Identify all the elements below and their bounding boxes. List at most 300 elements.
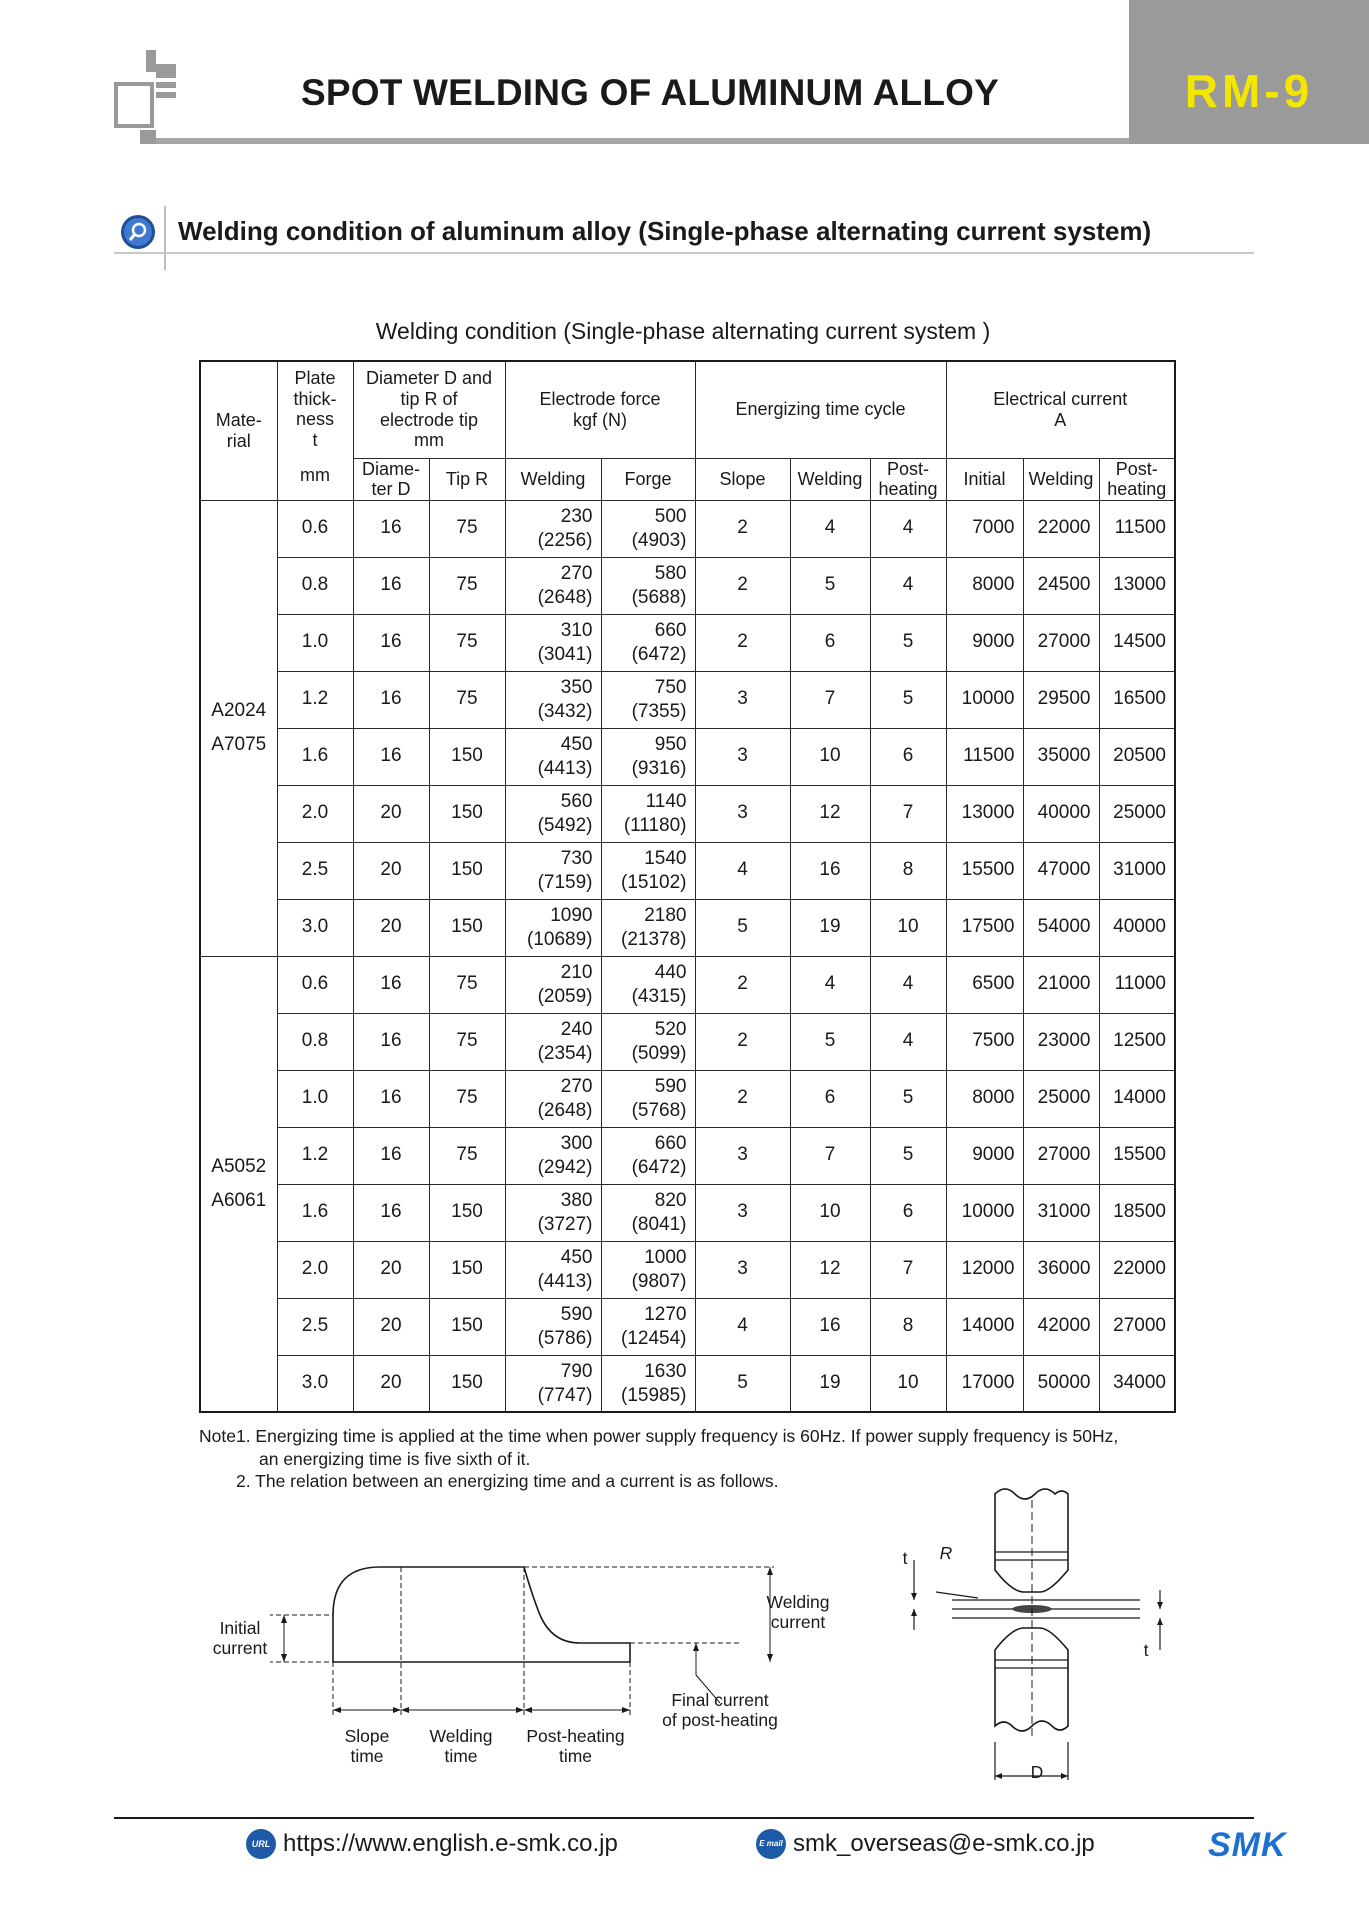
note-1-continued: an energizing time is five sixth of it.: [259, 1449, 531, 1469]
time-welding-cell: 19: [790, 1355, 870, 1412]
header-rule: [145, 138, 1129, 144]
force-forge-cell-newton: (15102): [621, 871, 687, 893]
email-badge-icon: E mail: [756, 1829, 786, 1859]
force-welding-cell-kgf: 300: [560, 1133, 593, 1155]
thickness-cell: 0.8: [277, 557, 353, 614]
time-welding-cell: 7: [790, 671, 870, 728]
force-forge-cell-newton: (6472): [631, 643, 687, 665]
thickness-cell: 1.6: [277, 1184, 353, 1241]
tip-r-cell: 150: [429, 1355, 505, 1412]
col-header-force-forge: Forge: [601, 458, 695, 500]
tip-r-cell: 150: [429, 1184, 505, 1241]
force-welding-cell: [505, 500, 601, 557]
current-initial-cell: 14000: [946, 1298, 1023, 1355]
label-electrode-d: D: [1030, 1762, 1044, 1782]
force-forge-cell-kgf: 590: [654, 1076, 687, 1098]
force-forge-cell: [601, 557, 695, 614]
diameter-cell: 16: [353, 614, 429, 671]
force-welding-cell-kgf: 1090: [550, 905, 593, 927]
thickness-cell: 3.0: [277, 899, 353, 956]
force-welding-cell-kgf: 560: [560, 791, 593, 813]
current-initial-cell: 8000: [946, 557, 1023, 614]
post-heating-cell: 6: [870, 728, 946, 785]
col-header-force-welding: Welding: [505, 458, 601, 500]
label-welding-time: Welding time: [429, 1726, 493, 1767]
table-row: [200, 1013, 1175, 1070]
force-forge-cell: [601, 500, 695, 557]
force-welding-cell: [505, 1241, 601, 1298]
current-post-cell: 34000: [1099, 1355, 1175, 1412]
force-welding-cell: [505, 1298, 601, 1355]
current-initial-cell: 10000: [946, 1184, 1023, 1241]
current-post-cell: 31000: [1099, 842, 1175, 899]
table-row: [200, 1355, 1175, 1412]
force-welding-cell-kgf: 270: [560, 563, 593, 585]
force-forge-cell: [601, 1070, 695, 1127]
header-diameter-group-label: Diameter D and tip R of electrode tip mm: [365, 368, 493, 451]
force-forge-cell-newton: (5688): [631, 586, 687, 608]
current-welding-cell: 27000: [1023, 614, 1099, 671]
force-welding-cell-newton: (3041): [537, 643, 593, 665]
page-title: SPOT WELDING OF ALUMINUM ALLOY: [301, 72, 999, 113]
current-welding-cell: 40000: [1023, 785, 1099, 842]
time-welding-cell: 12: [790, 785, 870, 842]
force-forge-cell: [601, 785, 695, 842]
force-forge-cell-kgf: 1270: [644, 1304, 687, 1326]
col-header-current-welding: Welding: [1023, 458, 1099, 500]
table-row: [200, 1241, 1175, 1298]
col-header-force-group: [505, 361, 695, 458]
table-row: [200, 500, 1175, 557]
label-slope-time: Slope time: [344, 1726, 390, 1767]
current-initial-cell: 9000: [946, 614, 1023, 671]
force-forge-cell: [601, 1184, 695, 1241]
current-post-cell: 15500: [1099, 1127, 1175, 1184]
diameter-cell: 20: [353, 785, 429, 842]
current-initial-cell: 7500: [946, 1013, 1023, 1070]
force-welding-cell-kgf: 230: [560, 506, 593, 528]
current-welding-cell: 35000: [1023, 728, 1099, 785]
force-forge-cell: [601, 728, 695, 785]
table-row: [200, 1070, 1175, 1127]
tip-r-cell: 150: [429, 1241, 505, 1298]
force-welding-cell-newton: (7159): [537, 871, 593, 893]
force-forge-cell: [601, 1127, 695, 1184]
col-header-diameter: Diame- ter D: [353, 458, 429, 500]
time-welding-cell: 12: [790, 1241, 870, 1298]
current-post-cell: 13000: [1099, 557, 1175, 614]
slope-cell: 2: [695, 956, 790, 1013]
force-forge-cell: [601, 1355, 695, 1412]
slope-cell: 2: [695, 557, 790, 614]
post-heating-cell: 8: [870, 842, 946, 899]
force-welding-cell-newton: (7747): [537, 1384, 593, 1406]
force-welding-cell-newton: (2059): [537, 985, 593, 1007]
tip-r-cell: 150: [429, 785, 505, 842]
current-post-cell: 11000: [1099, 956, 1175, 1013]
force-welding-cell-newton: (2942): [537, 1156, 593, 1178]
slope-cell: 4: [695, 842, 790, 899]
diameter-cell: 16: [353, 500, 429, 557]
force-forge-cell-kgf: 1630: [644, 1360, 687, 1382]
url-badge-icon: URL: [246, 1829, 276, 1859]
force-welding-cell-newton: (5786): [537, 1327, 593, 1349]
current-welding-cell: 22000: [1023, 500, 1099, 557]
table-row: [200, 956, 1175, 1013]
force-forge-cell-newton: (5099): [631, 1042, 687, 1064]
force-forge-cell-kgf: 660: [654, 1133, 687, 1155]
table-row: [200, 842, 1175, 899]
force-welding-cell: [505, 1070, 601, 1127]
col-header-initial: Initial: [946, 458, 1023, 500]
force-forge-cell: [601, 1298, 695, 1355]
force-welding-cell-kgf: 380: [560, 1190, 593, 1212]
force-forge-cell: [601, 956, 695, 1013]
col-header-tip-r: Tip R: [429, 458, 505, 500]
force-forge-cell-kgf: 500: [654, 506, 687, 528]
note-2: 2. The relation between an energizing time and a current is as follows.: [236, 1471, 779, 1491]
current-post-cell: 27000: [1099, 1298, 1175, 1355]
thickness-cell: 2.5: [277, 842, 353, 899]
current-initial-cell: 13000: [946, 785, 1023, 842]
force-forge-cell-newton: (11180): [623, 814, 687, 836]
diameter-cell: 20: [353, 1355, 429, 1412]
force-forge-cell-newton: (21378): [621, 928, 687, 950]
table-row: [200, 1127, 1175, 1184]
slope-cell: 3: [695, 728, 790, 785]
section-divider: [164, 206, 166, 270]
current-initial-cell: 12000: [946, 1241, 1023, 1298]
time-welding-cell: 7: [790, 1127, 870, 1184]
force-forge-cell: [601, 1013, 695, 1070]
label-post-heating-time: Post-heating time: [526, 1726, 625, 1767]
force-forge-cell-kgf: 580: [654, 563, 687, 585]
post-heating-cell: 4: [870, 1013, 946, 1070]
magnifier-icon: [120, 214, 156, 250]
table-row: [200, 785, 1175, 842]
current-post-cell: 22000: [1099, 1241, 1175, 1298]
post-heating-cell: 5: [870, 671, 946, 728]
diameter-cell: 16: [353, 1013, 429, 1070]
force-welding-cell-newton: (2354): [537, 1042, 593, 1064]
post-heating-cell: 7: [870, 785, 946, 842]
diameter-cell: 16: [353, 557, 429, 614]
thickness-cell: 0.6: [277, 956, 353, 1013]
tip-r-cell: 75: [429, 671, 505, 728]
force-welding-cell: [505, 1127, 601, 1184]
tip-r-cell: 75: [429, 500, 505, 557]
current-post-cell: 14500: [1099, 614, 1175, 671]
section-rule: [114, 252, 1254, 254]
label-final-current: Final current of post-heating: [662, 1690, 778, 1731]
force-welding-cell: [505, 557, 601, 614]
time-welding-cell: 5: [790, 557, 870, 614]
current-welding-cell: 24500: [1023, 557, 1099, 614]
force-forge-cell-newton: (7355): [631, 700, 687, 722]
thickness-cell: 2.5: [277, 1298, 353, 1355]
table-row: [200, 671, 1175, 728]
col-header-current-group: [946, 361, 1175, 458]
current-initial-cell: 11500: [946, 728, 1023, 785]
tip-r-cell: 150: [429, 842, 505, 899]
label-initial-current: Initial current: [212, 1618, 268, 1659]
col-header-time-welding: Welding: [790, 458, 870, 500]
force-forge-cell-newton: (9316): [631, 757, 687, 779]
force-welding-cell-kgf: 730: [560, 848, 593, 870]
post-heating-cell: 5: [870, 1127, 946, 1184]
diameter-cell: 16: [353, 671, 429, 728]
current-initial-cell: 17500: [946, 899, 1023, 956]
welding-condition-table: [199, 360, 1176, 1413]
tip-r-cell: 150: [429, 899, 505, 956]
force-forge-cell-newton: (12454): [621, 1327, 687, 1349]
slope-cell: 2: [695, 1070, 790, 1127]
note-1: Note1. Energizing time is applied at the time when power supply frequency is 60Hz. If power supply frequency is 50Hz,: [199, 1426, 1119, 1446]
current-welding-cell: 50000: [1023, 1355, 1099, 1412]
current-initial-cell: 10000: [946, 671, 1023, 728]
current-initial-cell: 7000: [946, 500, 1023, 557]
force-forge-cell-newton: (15985): [621, 1384, 687, 1406]
thickness-cell: 2.0: [277, 1241, 353, 1298]
force-forge-cell-kgf: 440: [654, 962, 687, 984]
post-heating-cell: 8: [870, 1298, 946, 1355]
force-welding-cell-newton: (2256): [537, 529, 593, 551]
header-time-group-label: Energizing time cycle: [735, 399, 906, 420]
table-row: [200, 557, 1175, 614]
force-welding-cell-kgf: 790: [560, 1360, 593, 1382]
current-welding-cell: 36000: [1023, 1241, 1099, 1298]
force-forge-cell-kgf: 1140: [645, 791, 687, 813]
col-header-current-post: Post- heating: [1099, 458, 1175, 500]
diameter-cell: 20: [353, 1241, 429, 1298]
time-welding-cell: 6: [790, 614, 870, 671]
force-welding-cell-kgf: 590: [560, 1304, 593, 1326]
force-welding-cell-newton: (4413): [537, 1270, 593, 1292]
table-row: [200, 899, 1175, 956]
slope-cell: 3: [695, 1184, 790, 1241]
diameter-cell: 16: [353, 956, 429, 1013]
slope-cell: 3: [695, 671, 790, 728]
material-cell: A5052 A6061: [200, 956, 277, 1412]
force-welding-cell-kgf: 270: [560, 1076, 593, 1098]
footer-rule: [114, 1817, 1254, 1819]
force-welding-cell-newton: (3727): [537, 1213, 593, 1235]
slope-cell: 3: [695, 1241, 790, 1298]
force-forge-cell-newton: (8041): [631, 1213, 687, 1235]
diameter-cell: 20: [353, 842, 429, 899]
thickness-cell: 1.2: [277, 1127, 353, 1184]
force-welding-cell-kgf: 240: [560, 1019, 593, 1041]
table-row: [200, 1184, 1175, 1241]
force-welding-cell-kgf: 310: [560, 620, 593, 642]
post-heating-cell: 5: [870, 1070, 946, 1127]
time-welding-cell: 6: [790, 1070, 870, 1127]
col-header-material: [200, 361, 277, 500]
label-electrode-r: R: [939, 1543, 953, 1563]
current-welding-cell: 42000: [1023, 1298, 1099, 1355]
force-welding-cell-newton: (5492): [537, 814, 593, 836]
force-welding-cell: [505, 671, 601, 728]
thickness-cell: 0.6: [277, 500, 353, 557]
table-row: [200, 1298, 1175, 1355]
diameter-cell: 16: [353, 1070, 429, 1127]
force-welding-cell: [505, 899, 601, 956]
current-initial-cell: 8000: [946, 1070, 1023, 1127]
header-force-group-label: Electrode force kgf (N): [539, 389, 661, 430]
header-plate-label: Plate thick- ness t: [293, 368, 337, 451]
force-welding-cell: [505, 956, 601, 1013]
col-header-diameter-group: [353, 361, 505, 458]
slope-cell: 3: [695, 785, 790, 842]
post-heating-cell: 4: [870, 500, 946, 557]
thickness-cell: 1.0: [277, 614, 353, 671]
tip-r-cell: 75: [429, 1070, 505, 1127]
force-forge-cell-newton: (4903): [631, 529, 687, 551]
header-material-label: Mate- rial: [215, 410, 262, 451]
force-welding-cell: [505, 1184, 601, 1241]
tip-r-cell: 75: [429, 956, 505, 1013]
current-initial-cell: 9000: [946, 1127, 1023, 1184]
force-forge-cell: [601, 614, 695, 671]
col-header-time-group: [695, 361, 946, 458]
force-welding-cell: [505, 785, 601, 842]
current-welding-cell: 25000: [1023, 1070, 1099, 1127]
time-welding-cell: 16: [790, 842, 870, 899]
current-post-cell: 14000: [1099, 1070, 1175, 1127]
current-welding-cell: 23000: [1023, 1013, 1099, 1070]
force-forge-cell-kgf: 1540: [644, 848, 687, 870]
force-welding-cell: [505, 614, 601, 671]
post-heating-cell: 4: [870, 956, 946, 1013]
tip-r-cell: 75: [429, 557, 505, 614]
current-post-cell: 25000: [1099, 785, 1175, 842]
current-post-cell: 12500: [1099, 1013, 1175, 1070]
time-welding-cell: 19: [790, 899, 870, 956]
label-welding-current: Welding current: [766, 1592, 830, 1633]
current-welding-cell: 27000: [1023, 1127, 1099, 1184]
plug-hand-icon: [112, 50, 184, 144]
current-welding-cell: 47000: [1023, 842, 1099, 899]
tip-r-cell: 150: [429, 728, 505, 785]
force-forge-cell: [601, 899, 695, 956]
current-welding-cell: 31000: [1023, 1184, 1099, 1241]
tip-r-cell: 75: [429, 1127, 505, 1184]
force-forge-cell-kgf: 660: [654, 620, 687, 642]
force-welding-cell-kgf: 450: [560, 734, 593, 756]
col-header-plate: [277, 361, 353, 500]
current-post-cell: 16500: [1099, 671, 1175, 728]
diameter-cell: 20: [353, 1298, 429, 1355]
thickness-cell: 2.0: [277, 785, 353, 842]
force-forge-cell-kgf: 1000: [644, 1247, 687, 1269]
force-forge-cell-newton: (5768): [631, 1099, 687, 1121]
page-code: RM-9: [1184, 65, 1314, 117]
header-plate-unit: mm: [300, 464, 330, 485]
time-welding-cell: 10: [790, 728, 870, 785]
label-electrode-t-bottom: t: [1143, 1640, 1149, 1660]
force-forge-cell-kgf: 520: [654, 1019, 687, 1041]
footer-url-link[interactable]: https://www.english.e-smk.co.jp: [283, 1830, 618, 1857]
force-welding-cell-kgf: 210: [560, 962, 593, 984]
slope-cell: 5: [695, 899, 790, 956]
force-forge-cell-kgf: 820: [654, 1190, 687, 1212]
slope-cell: 4: [695, 1298, 790, 1355]
table-row: [200, 728, 1175, 785]
slope-cell: 2: [695, 1013, 790, 1070]
force-welding-cell-newton: (4413): [537, 757, 593, 779]
time-welding-cell: 5: [790, 1013, 870, 1070]
force-welding-cell: [505, 1013, 601, 1070]
tip-r-cell: 150: [429, 1298, 505, 1355]
current-post-cell: 20500: [1099, 728, 1175, 785]
post-heating-cell: 5: [870, 614, 946, 671]
table-caption: Welding condition (Single-phase alternating current system ): [375, 318, 991, 344]
current-welding-cell: 29500: [1023, 671, 1099, 728]
force-welding-cell: [505, 842, 601, 899]
tip-r-cell: 75: [429, 1013, 505, 1070]
force-forge-cell: [601, 1241, 695, 1298]
force-welding-cell: [505, 728, 601, 785]
current-welding-cell: 54000: [1023, 899, 1099, 956]
force-forge-cell: [601, 842, 695, 899]
force-forge-cell: [601, 671, 695, 728]
section-title: Welding condition of aluminum alloy (Single-phase alternating current system): [178, 216, 1152, 246]
label-electrode-t-top: t: [902, 1548, 908, 1568]
post-heating-cell: 4: [870, 557, 946, 614]
material-cell: A2024 A7075: [200, 500, 277, 956]
force-forge-cell-kgf: 950: [654, 734, 687, 756]
brand-logo: SMK: [1208, 1826, 1287, 1864]
current-post-cell: 11500: [1099, 500, 1175, 557]
diameter-cell: 16: [353, 1184, 429, 1241]
thickness-cell: 1.2: [277, 671, 353, 728]
thickness-cell: 0.8: [277, 1013, 353, 1070]
time-welding-cell: 4: [790, 500, 870, 557]
current-welding-cell: 21000: [1023, 956, 1099, 1013]
col-header-post-heating: Post- heating: [870, 458, 946, 500]
thickness-cell: 3.0: [277, 1355, 353, 1412]
thickness-cell: 1.6: [277, 728, 353, 785]
force-forge-cell-kgf: 750: [654, 677, 687, 699]
current-post-cell: 40000: [1099, 899, 1175, 956]
post-heating-cell: 10: [870, 899, 946, 956]
slope-cell: 2: [695, 614, 790, 671]
slope-cell: 3: [695, 1127, 790, 1184]
force-welding-cell-newton: (2648): [537, 586, 593, 608]
footer-email-link[interactable]: smk_overseas@e-smk.co.jp: [793, 1830, 1095, 1857]
force-welding-cell-newton: (10689): [527, 928, 593, 950]
slope-cell: 5: [695, 1355, 790, 1412]
time-welding-cell: 10: [790, 1184, 870, 1241]
force-welding-cell-kgf: 450: [560, 1247, 593, 1269]
force-welding-cell-kgf: 350: [560, 677, 593, 699]
thickness-cell: 1.0: [277, 1070, 353, 1127]
current-initial-cell: 6500: [946, 956, 1023, 1013]
current-initial-cell: 15500: [946, 842, 1023, 899]
tip-r-cell: 75: [429, 614, 505, 671]
post-heating-cell: 10: [870, 1355, 946, 1412]
force-welding-cell-newton: (3432): [537, 700, 593, 722]
force-welding-cell-newton: (2648): [537, 1099, 593, 1121]
force-welding-cell: [505, 1355, 601, 1412]
current-initial-cell: 17000: [946, 1355, 1023, 1412]
force-forge-cell-newton: (4315): [631, 985, 687, 1007]
post-heating-cell: 6: [870, 1184, 946, 1241]
time-welding-cell: 4: [790, 956, 870, 1013]
diameter-cell: 16: [353, 728, 429, 785]
table-row: [200, 614, 1175, 671]
diameter-cell: 20: [353, 899, 429, 956]
